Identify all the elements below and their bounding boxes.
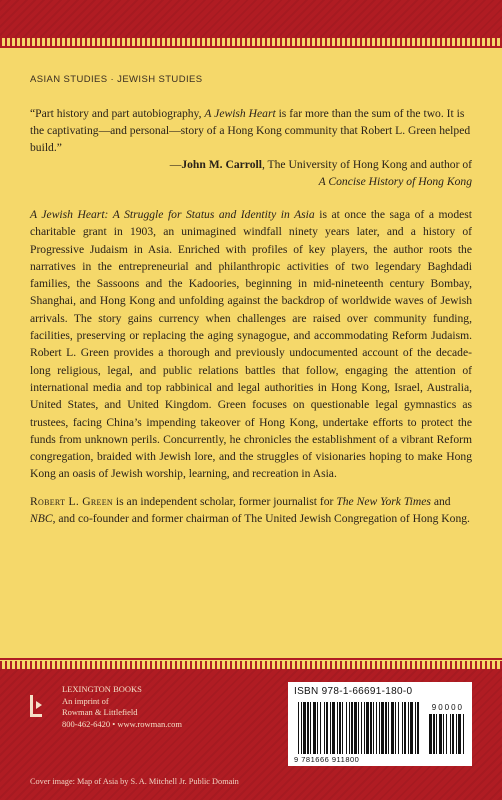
bottom-dotted-rule (0, 661, 502, 669)
cover-image-credit: Cover image: Map of Asia by S. A. Mitchell Jr. Public Domain (30, 777, 239, 786)
isbn-number: ISBN 978-1-66691-180-0 (294, 686, 413, 697)
endorser-book-title: A Concise History of Hong Kong (318, 175, 472, 188)
description-body: is at once the saga of a modest charitable grant in 1903, an unimagined windfall ninety years later, and a history of Progressive Judaism in Asia. Enriched with profiles of key players, the author roots the narratives in the entrepreneurial and philanthropic activities of two legendary Baghdadi families, the Sassoons and the Kadoories, beginning in mid-nineteenth century Bombay, Shanghai, and Hong Kong and unfolding against the backdrop of worldwide waves of Jewish arrivals. The story gains currency when challenges are raised over community funding, facilities, preserving or replacing the aging synagogue, and accommodating Reform Judaism. Robert L. Green provides a thorough and previously undocumented account of the decade-long religious, legal, and public relations battles that follow, engaging the attention of international media and top rabbinical and legal authorities in Hong Kong, Israel, Australia, United States, and United Kingdom. Green focuses on questionable legal gymnastics as trustees, facing China’s impending takeover of Hong Kong, undertake efforts to protect the funds from unknown perils. Concurrently, he chronicles the establishment of a vibrant Reform congregation, braided with Jewish lore, and the struggles of visionaries hoping to make Hong Kong an oasis of Jewish worship, learning, and recreation in Asia. (30, 208, 472, 481)
description-book-title: A Jewish Heart: A Struggle for Status and Identity in Asia (30, 208, 315, 221)
isbn-barcode (288, 682, 472, 766)
endorsement-quote: “Part history and part autobiography, A Jewish Heart is far more than the sum of the two. It is the captivating—and personal—story of a Hong Kong community that Robert L. Green helped build.” (30, 107, 471, 154)
top-decorative-band (0, 0, 502, 38)
back-cover-content (30, 70, 472, 527)
quote-book-title: A Jewish Heart (204, 107, 276, 120)
publisher-contact: 800-462-6420 • www.rowman.com (62, 718, 182, 729)
subject-category: ASIAN STUDIES · JEWISH STUDIES (30, 74, 203, 85)
book-description (30, 206, 472, 483)
barcode-bars (288, 682, 472, 766)
author-bio: Robert L. Green is an independent scholar, former journalist for The New York Times and NBC, and co-founder and former chairman of The United Jewish Congregation of Hong Kong. (30, 494, 470, 525)
publisher-name: LEXINGTON BOOKS (62, 684, 142, 694)
quote-attribution: —John M. Carroll, The University of Hong Kong and author of A Concise History of Hong Kong (169, 158, 472, 188)
top-solid-rule (0, 46, 502, 48)
price-code: 90000 (431, 703, 464, 712)
endorser-name: John M. Carroll (181, 158, 262, 171)
publisher-logo-icon (30, 695, 46, 717)
barcode-digits: 9 781666 911800 (294, 755, 360, 764)
author-name: Robert L. Green (30, 494, 114, 508)
top-dotted-rule (0, 38, 502, 46)
bottom-solid-rule (0, 658, 502, 660)
publisher-info: LEXINGTON BOOKS An imprint of Rowman & Littlefield 800-462-6420 • www.rowman.com (62, 684, 182, 729)
